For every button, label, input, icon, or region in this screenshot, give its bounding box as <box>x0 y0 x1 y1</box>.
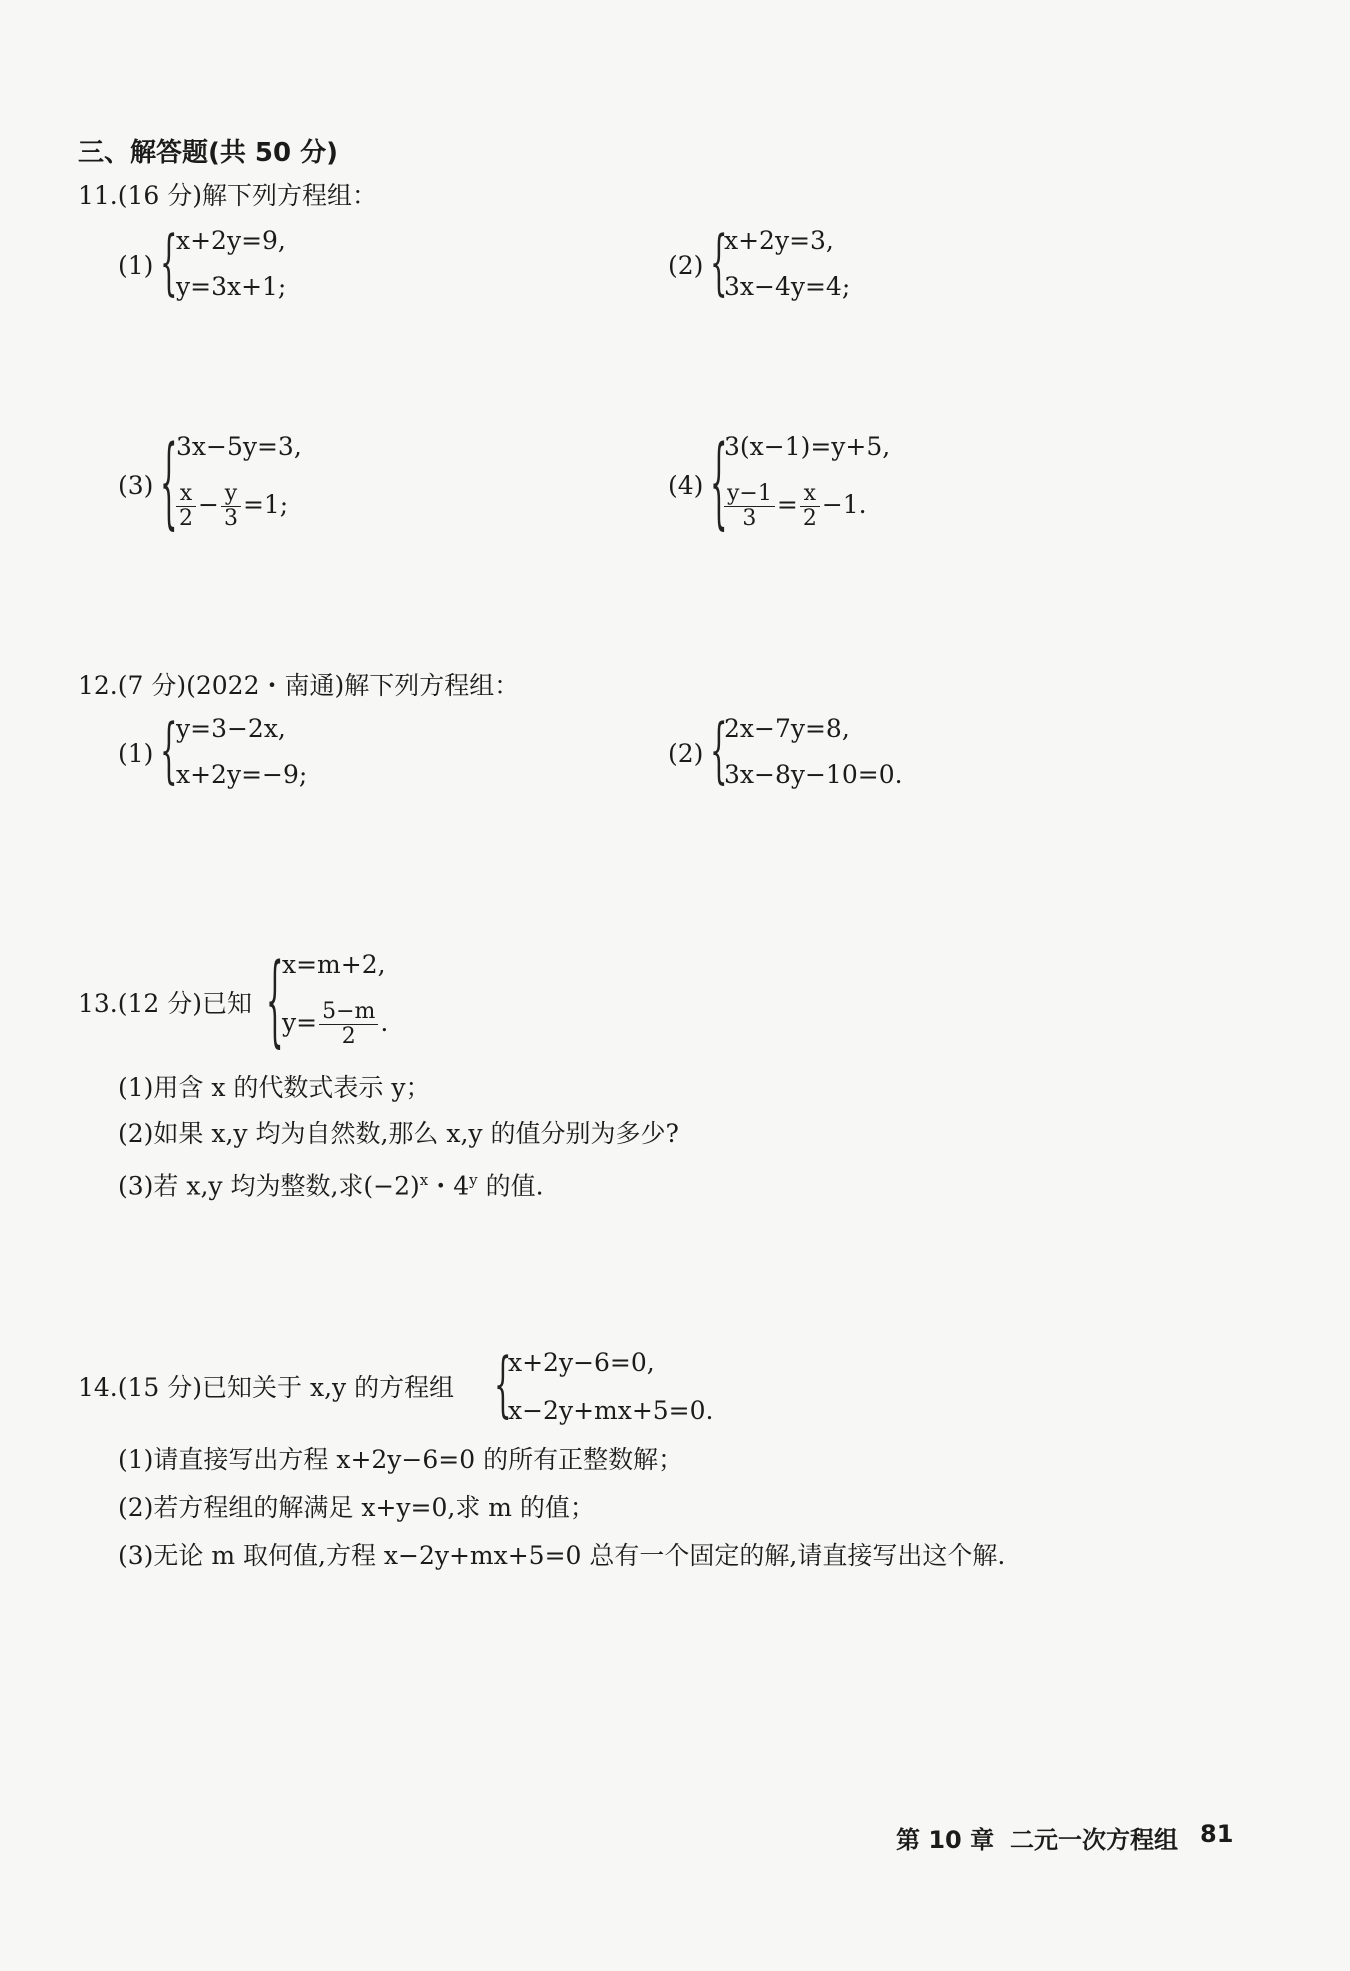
equation-fractional: y= $\frac{5-m}{2}$ . <box>282 999 389 1049</box>
equation: x−2y+mx+5=0. <box>508 1396 714 1425</box>
fraction: $\frac{y}{3}$ <box>221 482 241 531</box>
q12-heading: 12.(7 分)(2022・南通)解下列方程组： <box>78 671 520 700</box>
equation: 2x−7y=8, <box>724 714 850 743</box>
equation: x+2y=−9; <box>176 760 308 789</box>
brace: { <box>710 707 728 792</box>
brace: { <box>710 423 728 540</box>
q14-sub-1: (1)请直接写出方程 x+2y−6=0 的所有正整数解； <box>118 1445 684 1474</box>
equation-fractional: $\frac{x}{2}$ − $\frac{y}{3}$ =1; <box>174 482 288 531</box>
q13-sub-2: (2)如果 x,y 均为自然数,那么 x,y 的值分别为多少? <box>118 1119 679 1148</box>
q13-heading: 13.(12 分)已知 <box>78 989 253 1018</box>
brace: { <box>160 707 178 792</box>
fraction: $\frac{x}{2}$ <box>176 482 196 531</box>
q12-p2-label: (2) <box>668 739 704 768</box>
q11-p2-label: (2) <box>668 251 704 280</box>
equation: 3x−5y=3, <box>176 432 302 461</box>
section-title: 三、解答题(共 50 分) <box>78 138 339 168</box>
equation-fractional: $\frac{y-1}{3}$ = $\frac{x}{2}$ −1. <box>722 482 867 531</box>
footer-chapter: 第 10 章 <box>896 1826 995 1854</box>
page-number: 81 <box>1200 1820 1234 1848</box>
q14-sub-3: (3)无论 m 取何值,方程 x−2y+mx+5=0 总有一个固定的解,请直接写出这个解. <box>118 1541 1006 1570</box>
equation: x+2y=9, <box>176 226 286 255</box>
footer-title: 二元一次方程组 <box>1010 1826 1178 1854</box>
q11-p3-label: (3) <box>118 471 154 500</box>
equation: 3x−4y=4; <box>724 272 851 301</box>
q11-heading: 11.(16 分)解下列方程组： <box>78 181 378 210</box>
fraction: $\frac{y-1}{3}$ <box>724 482 775 531</box>
equation: x+2y−6=0, <box>508 1348 655 1377</box>
q11-p4-label: (4) <box>668 471 704 500</box>
q13-sub-1: (1)用含 x 的代数式表示 y； <box>118 1073 431 1102</box>
q14-sub-2: (2)若方程组的解满足 x+y=0,求 m 的值； <box>118 1493 595 1522</box>
brace: { <box>160 423 178 540</box>
brace: { <box>266 941 284 1058</box>
fraction: $\frac{5-m}{2}$ <box>319 1000 378 1049</box>
equation: y=3−2x, <box>176 714 286 743</box>
brace: { <box>160 219 178 304</box>
q11-p1-label: (1) <box>118 251 154 280</box>
q14-heading: 14.(15 分)已知关于 x,y 的方程组 <box>78 1373 455 1402</box>
equation: 3x−8y−10=0. <box>724 760 903 789</box>
equation: y=3x+1; <box>176 272 287 301</box>
brace: { <box>494 1341 512 1426</box>
equation: x=m+2, <box>282 950 386 979</box>
equation: 3(x−1)=y+5, <box>724 432 891 461</box>
equation: x+2y=3, <box>724 226 834 255</box>
fraction: $\frac{x}{2}$ <box>800 482 820 531</box>
q13-sub-3: (3)若 x,y 均为整数,求$(-2)^x$・4$^y$ 的值. <box>118 1171 544 1201</box>
q12-p1-label: (1) <box>118 739 154 768</box>
brace: { <box>710 219 728 304</box>
